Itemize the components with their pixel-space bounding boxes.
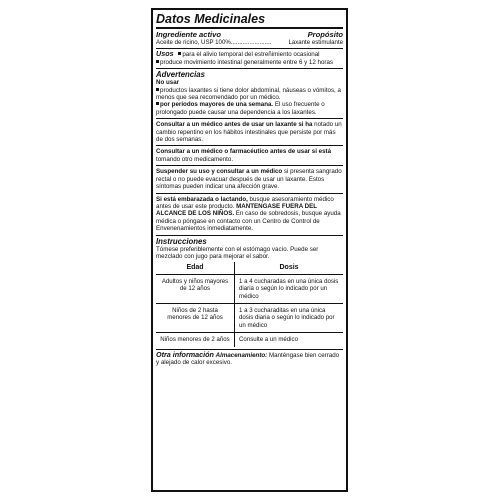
divider [156,68,343,69]
table-cell-age: Adultos y niños mayores de 12 años [156,274,235,303]
divider [156,118,343,119]
table-cell-dose: 1 a 4 cucharadas en una única dosis diaria o según lo indicado por un médico [235,274,343,303]
bullet-icon [156,88,159,91]
table-row [156,274,343,303]
ingredient-name: Aceite de ricino, USP 100% [156,39,231,46]
table-cell-dose: Consulte a un médico [239,336,298,344]
instrucciones-heading: Instrucciones [156,236,207,246]
table-row [156,333,343,347]
drug-facts-label [151,8,348,492]
usos-line-2: produce movimiento intestinal generalmente entre 6 y 12 horas [160,58,334,66]
warning-item-1: productos laxantes si tiene dolor abdominal, náuseas o vómitos, a menos que sea recomendado por un médico. [156,86,341,102]
ingredient-dots: ........................ [230,39,272,46]
instrucciones-text: Tómese preferiblemente con el estómago vacío. Puede ser mezclado con jugo para mejorar el sabor. [156,245,319,260]
stop-use-warning: Suspender su uso y consultar a un médico si presenta sangrado rectal o no puede evacuar después de usar un laxante. Estos síntomas pueden indicar una afección grave. [156,168,342,191]
divider [156,27,343,29]
divider [156,145,343,146]
ingredient-header-right: Propósito [307,30,343,39]
usos-heading: Usos [156,49,174,59]
table-header-dosis: Dosis [235,262,343,274]
divider [156,235,343,236]
table-row [156,303,343,332]
table-header-edad: Edad [156,262,235,274]
consult-pharmacist-warning: Consultar a un médico o farmacéutico antes de usar si está tomando otro medicamento. [156,148,332,163]
advertencias-heading: Advertencias [156,70,205,80]
ingredient-header [156,30,343,39]
table-cell-age: Niños menores de 2 años [156,333,235,347]
bullet-icon [156,60,159,63]
divider [156,165,343,166]
ingredient-purpose: Laxante estimulante [288,39,343,46]
label-title: Datos Medicinales [156,12,266,26]
table-cell-age: Niños de 2 hasta menores de 12 años [156,303,235,332]
usos-section [156,50,343,66]
bullet-icon [178,52,181,55]
ingredient-header-left: Ingrediente activo [156,30,221,39]
table-cell-dose: 1 a 3 cucharaditas en una única dosis diaria o según lo indicado por un médico [235,303,343,332]
usos-line-1: para el alivio temporal del estreñimiento ocasional [182,51,320,59]
table-header-row [156,262,343,274]
ingredient-row [156,39,343,46]
divider [156,48,343,49]
consult-doctor-warning: Consultar a un médico antes de usar un laxante si ha notado un cambio repentino en los hábitos intestinales que persiste por más de dos semanas. [156,121,342,144]
dosage-table [156,262,343,346]
warning-item-2: por períodos mayores de una semana. El uso frecuente o prolongado puede causar una dependencia a los laxantes. [156,101,325,116]
no-usar-heading: No usar [156,79,180,87]
divider [156,193,343,194]
otra-informacion: Otra información Almacenamiento: Manténgase bien cerrado y alejado de calor excesivo. [156,349,340,366]
pregnancy-warning: Si está embarazada o lactando, busque asesoramiento médico antes de usar este producto. MANTENGASE FUERA DEL ALCANCE DE LOS NIÑOS. En caso de sobredosis, busque ayuda médica o póngase en contacto con un Centro de Control de Envenenamientos inmediatamente. [156,195,341,233]
bullet-icon [156,102,159,105]
